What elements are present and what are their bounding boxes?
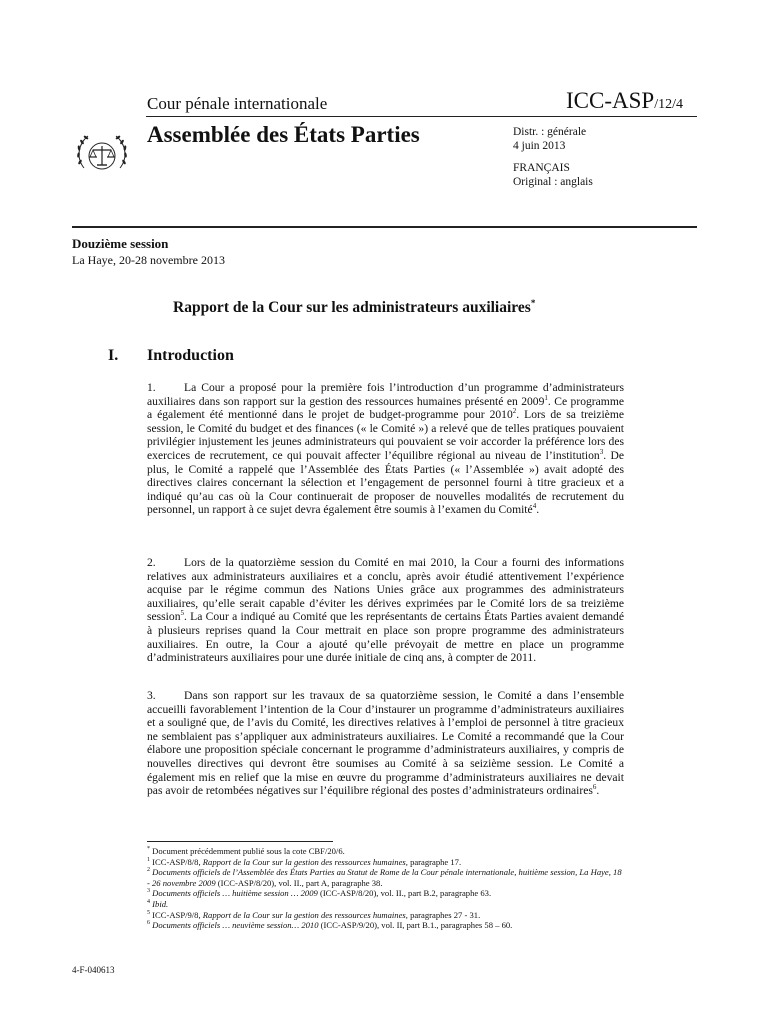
- footnote-ref: 2: [512, 407, 517, 416]
- footnote-mark: 2: [147, 867, 150, 874]
- paragraph-text: Dans son rapport sur les travaux de sa quatorzième session, le Comité a dans l’ensemble accueilli favorablement l’intention de la Cour d’instaurer un programme d’administrateurs auxiliaires et a souligné que, de l’avis du Comité, les directives relatives à l’emploi de personnel à titre gracieux ne semblaient pas s’appliquer aux administrateurs auxiliaires. Le Comité a recommandé que la Cour élabore une proposition spéciale concernant le programme d’administrateurs auxiliaires, y compris de nouvelles directives qui devront être soumises au Comité à sa seizième session. Le Comité a également mis en relief que la mise en œuvre du programme d’administrateurs auxiliaires ne devait pas avoir de retombées négatives sur l’équilibre régional des postes d’administrateurs ordinaires: [147, 689, 624, 798]
- section-number: I.: [108, 347, 119, 364]
- paragraph-1: [147, 381, 624, 517]
- report-title-text: Rapport de la Cour sur les administrateurs auxiliaires: [173, 299, 531, 317]
- footnotes: [147, 846, 625, 931]
- paragraph-text: .: [536, 503, 540, 517]
- footnote-ref: 1: [544, 393, 548, 402]
- report-title-footnote-mark: *: [530, 298, 536, 308]
- section-title: Introduction: [147, 347, 234, 364]
- paragraph-number: 3.: [147, 689, 156, 702]
- footnote-separator: [147, 841, 333, 842]
- footnote-star: [147, 846, 625, 857]
- footnote-3: [147, 888, 625, 899]
- header-thick-rule: [72, 226, 697, 228]
- paragraph-text: . Ce programme a également été mentionné dans le projet de budget-programme pour 2010: [147, 394, 624, 422]
- footnote-2: [147, 867, 625, 888]
- footnote-ref: 3: [599, 448, 604, 457]
- footnote-mark: 5: [147, 909, 150, 916]
- footnote-mark: 4: [147, 899, 150, 906]
- paragraph-text: . La Cour a indiqué au Comité que les représentants de certains États Parties avaient demandé à plusieurs reprises quand la Cour mettrait en place son propre programme des administrateurs auxiliaires. En outre, la Cour a ajouté qu’elle prévoyait de mettre en place un programme d’administrateurs auxiliaires pour une durée initiale de cinq ans, à compter de 2011.: [147, 610, 624, 665]
- distribution-label: Distr. : générale: [513, 126, 587, 138]
- footnote-title: Documents officiels de l’Assemblée des États Parties au Statut de Rome de la Cour pénale internationale, huitième session, La Haye, 18 - 26 novembre 2009: [147, 867, 622, 888]
- paragraph-text: .: [596, 784, 600, 798]
- footnote-1: [147, 857, 625, 868]
- distribution-block: [513, 125, 593, 189]
- document-language: FRANÇAIS: [513, 162, 570, 174]
- header-rule: [146, 116, 697, 117]
- footnote-text: ICC-ASP/9/8,: [152, 909, 203, 920]
- icc-emblem-icon: [72, 126, 132, 186]
- footnote-ref: 4: [532, 502, 537, 511]
- footnote-4: [147, 899, 625, 910]
- footnote-6: [147, 920, 625, 931]
- paragraph-3: [147, 689, 624, 798]
- footnote-title: Ibid.: [152, 898, 169, 909]
- footnote-text: ICC-ASP/8/8,: [152, 856, 203, 867]
- footnote-mark: 3: [147, 888, 150, 895]
- footnote-title: Rapport de la Cour sur la gestion des ressources humaines: [202, 909, 406, 920]
- document-symbol: [566, 88, 683, 114]
- paragraph-2: [147, 556, 624, 665]
- document-symbol-main: ICC-ASP: [566, 88, 655, 113]
- paragraph-text: Lors de la quatorzième session du Comité en mai 2010, la Cour a fourni des informations relatives aux administrateurs auxiliaires et a conclu, après avoir étudié attentivement l’expérience acquise par le régime commun des Nations Unies grâce aux programmes des administrateurs auxiliaires, qu’elle serait capable d’éviter les dérives exprimées par le Comité lors de sa treizième session: [147, 556, 624, 624]
- footnote-title: Documents officiels … neuvième session… 2010: [152, 920, 319, 931]
- paragraph-text: La Cour a proposé pour la première fois l’introduction d’un programme d’administrateurs auxiliaires dans son rapport sur la gestion des ressources humaines présenté en 2009: [147, 381, 624, 408]
- footnote-text: (ICC-ASP/8/20), vol. II., part B.2, paragraphe 63.: [317, 888, 492, 899]
- paragraph-text: . Lors de sa treizième session, le Comité du budget et des finances (« le Comité ») a relevé que de telles pratiques pouvaient privilégier injustement les jeunes administrateurs qui pouvaient se voir accorder la préférence lors des exercices de recrutement, ce qui pouvait affecter l’équilibre régional au niveau de l’institution: [147, 408, 624, 462]
- original-language: Original : anglais: [513, 176, 593, 188]
- footnote-text: (ICC-ASP/9/20), vol. II, part B.1., paragraphes 58 – 60.: [318, 920, 513, 931]
- report-title: [173, 298, 535, 317]
- court-name: Cour pénale internationale: [147, 94, 328, 113]
- footnote-title: Documents officiels … huitième session … 2009: [152, 888, 318, 899]
- document-date: 4 juin 2013: [513, 140, 566, 152]
- footnote-ref: 6: [592, 783, 597, 792]
- assembly-title: Assemblée des États Parties: [147, 122, 420, 147]
- paragraph-number: 1.: [147, 381, 156, 394]
- footnote-ref: 5: [180, 609, 184, 618]
- session-place: La Haye, 20-28 novembre 2013: [72, 253, 225, 267]
- footnote-mark: 1: [147, 856, 150, 863]
- footnote-mark: 6: [147, 920, 150, 927]
- footnote-5: [147, 910, 625, 921]
- footnote-mark: *: [147, 846, 150, 853]
- footnote-text: , paragraphes 27 - 31.: [405, 909, 481, 920]
- paragraph-number: 2.: [147, 556, 156, 569]
- footnote-title: Rapport de la Cour sur la gestion des ressources humaines: [202, 856, 406, 867]
- session-title: Douzième session: [72, 236, 169, 251]
- paragraph-text: . De plus, le Comité a rappelé que l’Assemblée des États Parties (« l’Assemblée ») avait adopté des directives claires concernant la sélection et l’engagement de personnel fourni à titre gracieux et a indiqué qu’au cas où la Cour continuerait de proposer de nouvelles modalités de recrutement du personnel, un rapport à ce sujet devra également être soumis à l’examen du Comité: [147, 448, 624, 517]
- footnote-text: (ICC-ASP/8/20), vol. II., part A, paragraphe 38.: [215, 877, 383, 888]
- footnote-text: , paragraphe 17.: [405, 856, 462, 867]
- footnote-text: Document précédemment publié sous la cote CBF/20/6.: [152, 846, 345, 856]
- document-code: 4-F-040613: [72, 965, 115, 975]
- document-symbol-suffix: /12/4: [654, 97, 683, 112]
